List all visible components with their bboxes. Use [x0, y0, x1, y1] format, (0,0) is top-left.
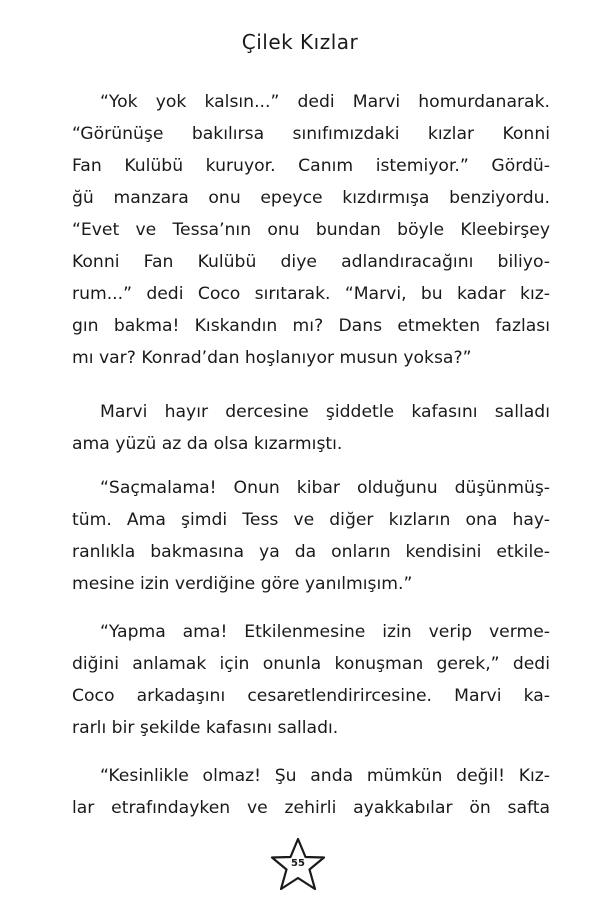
paragraph-2: [72, 396, 550, 460]
text-line: “Evet ve Tessa’nın onu bundan böyle Kleebirşey: [72, 220, 550, 240]
text-line: rarlı bir şekilde kafasını salladı.: [72, 718, 339, 738]
text-line: “Kesinlikle olmaz! Şu anda mümkün değil! Kız-: [100, 766, 550, 786]
text-line: mı var? Konrad’dan hoşlanıyor musun yoksa?”: [72, 348, 472, 368]
text-line: diğini anlamak için onunla konuşman gerek,” dedi: [72, 654, 550, 674]
text-line: Coco arkadaşını cesaretlendirircesine. Marvi ka-: [72, 686, 550, 706]
text-line: rum...” dedi Coco sırıtarak. “Marvi, bu kadar kız-: [72, 284, 550, 304]
text-line: Marvi hayır dercesine şiddetle kafasını salladı: [100, 402, 550, 422]
page-number-badge: [266, 836, 330, 896]
text-line: ğü manzara onu epeyce kızdırmışa benziyordu.: [72, 188, 550, 208]
paragraph-3: [72, 472, 550, 600]
text-line: ranlıkla bakmasına ya da onların kendisini etkile-: [72, 542, 550, 562]
paragraph-1: [72, 86, 550, 374]
text-line: Fan Kulübü kuruyor. Canım istemiyor.” Gördü-: [72, 156, 550, 176]
paragraph-5: [72, 760, 550, 824]
running-header: Çilek Kızlar: [241, 30, 359, 54]
text-line: lar etrafındayken ve zehirli ayakkabılar ön safta: [72, 798, 550, 818]
text-line: “Saçmalama! Onun kibar olduğunu düşünmüş-: [100, 478, 550, 498]
text-line: “Yapma ama! Etkilenmesine izin verip verme-: [100, 622, 550, 642]
text-line: “Görünüşe bakılırsa sınıfımızdaki kızlar Konni: [72, 124, 550, 144]
paragraph-4: [72, 616, 550, 744]
text-line: tüm. Ama şimdi Tess ve diğer kızların ona hay-: [72, 510, 550, 530]
page-number: 55: [291, 858, 305, 869]
text-line: mesine izin verdiğine göre yanılmışım.”: [72, 574, 413, 594]
text-line: gın bakma! Kıskandın mı? Dans etmekten fazlası: [72, 316, 550, 336]
text-line: “Yok yok kalsın...” dedi Marvi homurdanarak.: [100, 92, 550, 112]
text-line: Konni Fan Kulübü diye adlandıracağını biliyo-: [72, 252, 550, 272]
text-line: ama yüzü az da olsa kızarmıştı.: [72, 434, 343, 454]
